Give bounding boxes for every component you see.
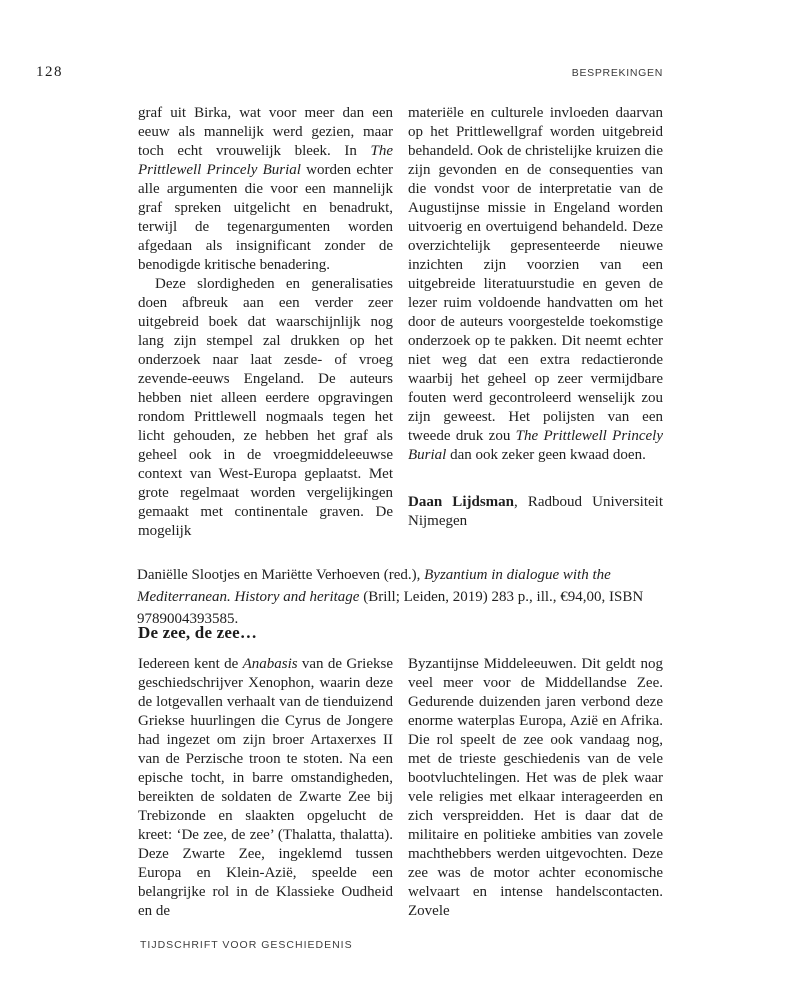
paragraph bbox=[138, 104, 393, 275]
reviewer-signature bbox=[408, 493, 663, 531]
review-zee bbox=[138, 655, 663, 921]
bold-text: Daan Lijdsman bbox=[408, 494, 514, 510]
journal-name: TIJDSCHRIFT VOOR GESCHIEDENIS bbox=[140, 939, 353, 951]
text: Iedereen kent de bbox=[138, 656, 243, 672]
text: worden echter alle argumenten die voor een mannelijk graf spreken uitgelicht en benadrukt, terwijl de tegenargumenten worden afgedaan als insignificant zonder de benodigde kritische benadering. bbox=[138, 162, 393, 273]
review-zee-right-column bbox=[408, 655, 663, 921]
paragraph bbox=[138, 655, 393, 921]
text: , Radboud Universiteit Nijmegen bbox=[408, 494, 664, 529]
paragraph bbox=[408, 104, 663, 465]
review-zee-left-column bbox=[138, 655, 393, 921]
book-citation bbox=[137, 564, 664, 630]
text: Deze slordigheden en generalisaties doen afbreuk aan een verder zeer uitgebreid boek dat waarschijnlijk nog lang zijn stempel zal drukken op het onderzoek naar laat zesde- of vroeg zevende-eeuws Engeland. De auteurs hebben niet alleen eerdere opgravingen rondom Prittlewell nogmaals tegen het licht gehouden, ze hebben het graf als geheel ook in de vroegmiddeleeuwse context van West-Europa geplaatst. Met grote regelmaat worden vergelijkingen gemaakt met continentale graven. De mogelijk bbox=[138, 276, 393, 539]
page-header bbox=[36, 64, 663, 81]
text: van de Griekse geschiedschrijver Xenophon, waarin deze de lotgevallen verhaalt van de tienduizend Griekse huurlingen die Cyrus de Jongere had ingezet om zijn broer Artaxerxes II van de Perzische troon te stoten. Na een epische tocht, in barre omstandigheden, bereikten de soldaten de Zwarte Zee bij Trebizonde en slaakten opgelucht de kreet: ‘De zee, de zee’ (Thalatta, thalatta). Deze Zwarte Zee, ingeklemd tussen Europa en Klein-Azië, speelde een belangrijke rol in de Klassieke Oudheid en de bbox=[138, 656, 393, 919]
text: dan ook zeker geen kwaad doen. bbox=[446, 447, 646, 463]
review-prittlewell-right-column bbox=[408, 104, 663, 541]
essay-heading: De zee, de zee… bbox=[138, 623, 258, 642]
text: (Brill; Leiden, 2019) 283 p., ill., €94,00, ISBN 9789004393585. bbox=[137, 589, 644, 627]
review-prittlewell bbox=[138, 104, 663, 541]
page-footer bbox=[140, 939, 353, 951]
text: graf uit Birka, wat voor meer dan een eeuw als mannelijk werd gezien, maar toch echt vrouwelijk bleek. In bbox=[138, 105, 393, 159]
text: materiële en culturele invloeden daarvan op het Prittlewellgraf worden uitgebreid behandeld. Ook de christelijke kruizen die zijn gevonden en de consequenties van die vondst voor de interpretatie van de Augustijnse missie in Engeland worden uitvoerig en overtuigend behandeld. Deze overzichtelijk gepresenteerde nieuwe inzichten zijn voorzien van een uitgebreide literatuurstudie en geven de lezer ruim voldoende handvatten om het door de auteurs voorgestelde toekomstige onderzoek op te pakken. Dit neemt echter niet weg dat een extra redactieronde waarbij het geheel op zeer vermijdbare fouten werd gecontroleerd wenselijk zou zijn geweest. Het polijsten van een tweede druk zou bbox=[408, 105, 663, 444]
page-number: 128 bbox=[36, 64, 63, 80]
italic-text: Anabasis bbox=[242, 656, 298, 672]
italic-text: The Prittlewell Princely Burial bbox=[408, 428, 663, 463]
text: Daniëlle Slootjes en Mariëtte Verhoeven (red.), bbox=[137, 567, 425, 583]
text: Byzantijnse Middeleeuwen. Dit geldt nog veel meer voor de Middellandse Zee. Gedurende duizenden jaren verbond deze enorme waterplas Europa, Azië en Afrika. Die rol speelt de zee ook vandaag nog, met de trieste geschiedenis van de vele bootvluchtelingen. Het was de plek waar vele religies met elkaar interageerden en zich verspreidden. Het is daar dat de militaire en politieke ambities van zovele machthebbers werden uitgevochten. Deze zee was de motor achter economische welvaart en intense handelscontacten. Zovele bbox=[408, 656, 663, 919]
italic-text: Byzantium in dialogue with the Mediterranean. History and heritage bbox=[137, 567, 611, 605]
running-head-besprekingen: BESPREKINGEN bbox=[571, 67, 663, 79]
paragraph bbox=[408, 655, 663, 921]
paragraph bbox=[138, 275, 393, 541]
italic-text: The Prittlewell Princely Burial bbox=[138, 143, 393, 178]
review-prittlewell-left-column bbox=[138, 104, 393, 541]
